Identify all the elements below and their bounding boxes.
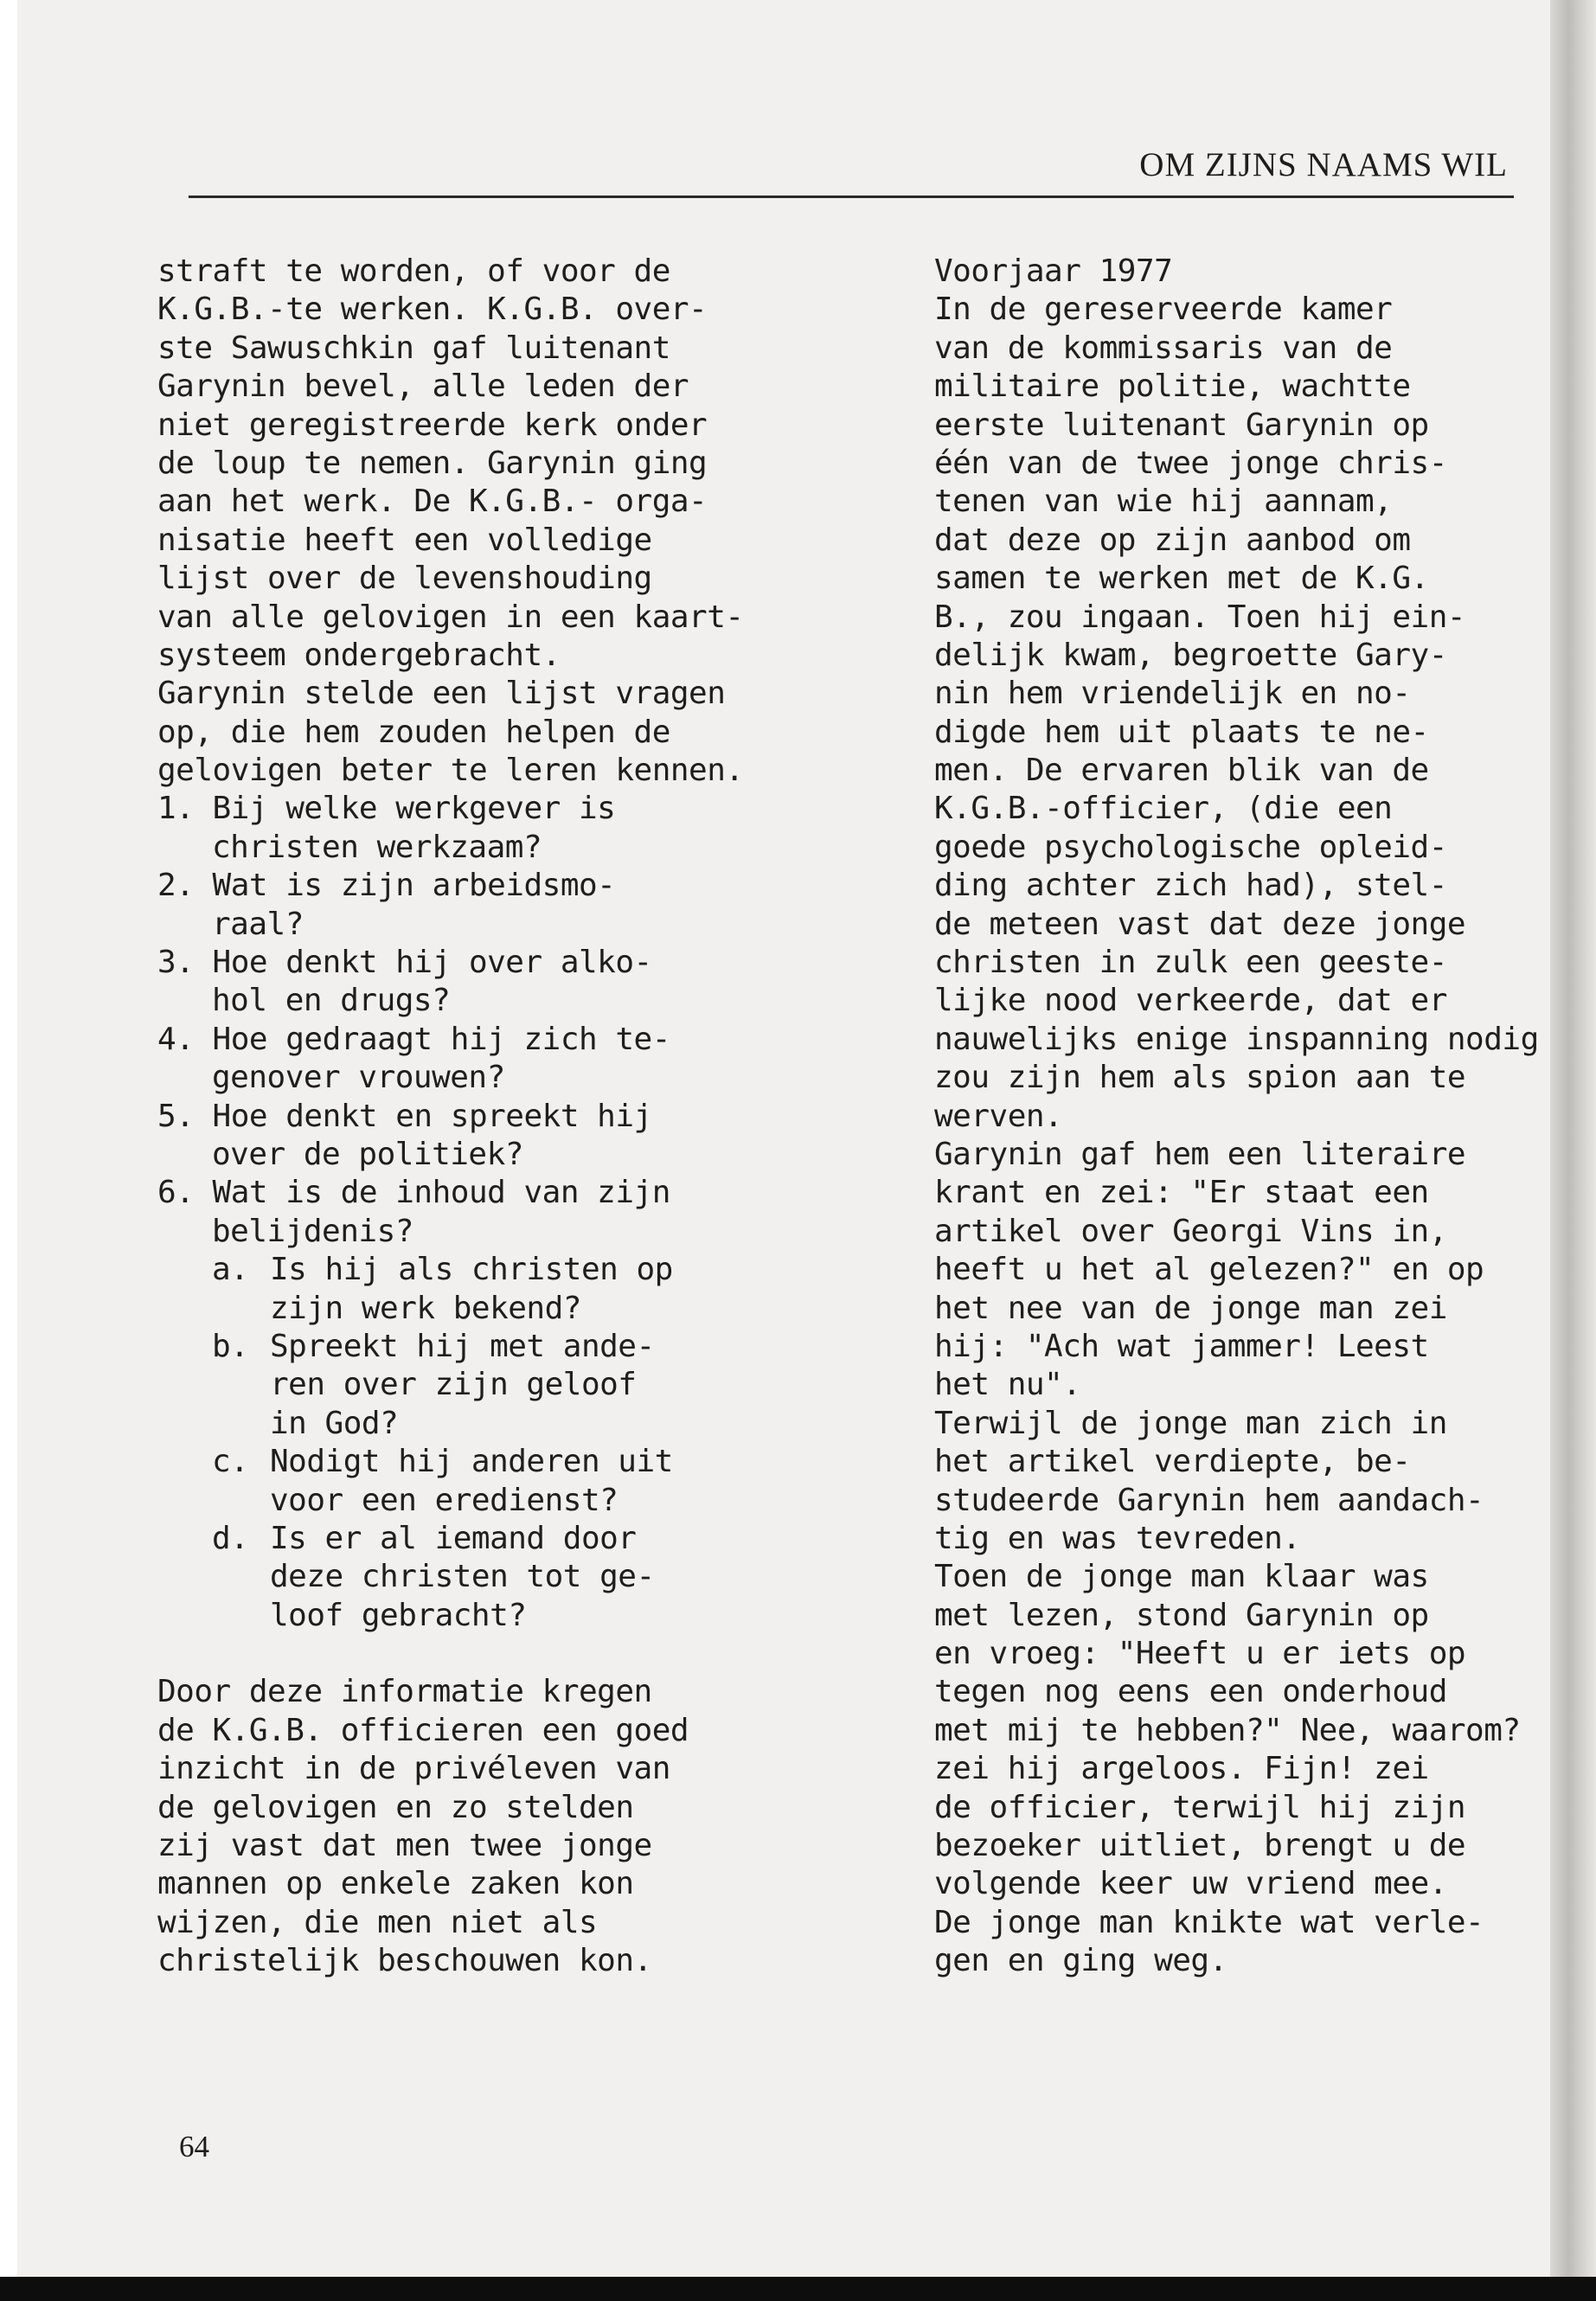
text-line: zij vast dat men twee jonge xyxy=(157,1828,652,1864)
text-line: artikel over Georgi Vins in, xyxy=(934,1213,1447,1249)
text-line: krant en zei: "Er staat een xyxy=(934,1175,1429,1211)
question-line: 2. Wat is zijn arbeidsmo- xyxy=(157,868,616,904)
text-line: militaire politie, wachtte xyxy=(934,369,1411,405)
text-line: tenen van wie hij aannam, xyxy=(934,484,1393,520)
text-line: B., zou ingaan. Toen hij ein- xyxy=(934,599,1466,635)
text-line: systeem ondergebracht. xyxy=(157,637,561,673)
question-line: 1. Bij welke werkgever is xyxy=(157,791,616,827)
text-line: één van de twee jonge chris- xyxy=(934,445,1447,481)
text-line: K.G.B.-te werken. K.G.B. over- xyxy=(157,292,708,328)
text-line: met mij te hebben?" Nee, waarom? xyxy=(934,1712,1521,1748)
question-line: 4. Hoe gedraagt hij zich te- xyxy=(157,1021,670,1057)
text-line: Voorjaar 1977 xyxy=(934,253,1173,289)
text-line: Toen de jonge man klaar was xyxy=(934,1559,1429,1595)
text-line: de meteen vast dat deze jonge xyxy=(934,906,1466,942)
text-line: De jonge man knikte wat verle- xyxy=(934,1904,1484,1940)
sub-question-line: in God? xyxy=(270,1405,399,1441)
sub-question-line: ren over zijn geloof xyxy=(270,1367,637,1403)
text-line: K.G.B.-officier, (die een xyxy=(934,791,1393,827)
sub-question-text: Is hij als christen op xyxy=(270,1252,673,1288)
text-line: dat deze op zijn aanbod om xyxy=(934,522,1411,558)
question-line: christen werkzaam? xyxy=(212,829,542,865)
sub-question-list xyxy=(157,1251,780,1635)
text-line: aan het werk. De K.G.B.- orga- xyxy=(157,484,708,520)
text-line: delijk kwam, begroette Gary- xyxy=(934,637,1447,673)
question-list xyxy=(157,790,780,1251)
text-line: het nu". xyxy=(934,1367,1081,1403)
page-number: 64 xyxy=(179,2130,209,2163)
sub-question-marker: b. xyxy=(212,1328,249,1364)
sub-question-line: deze christen tot ge- xyxy=(270,1559,655,1595)
sub-question-text: Spreekt hij met ande- xyxy=(270,1328,655,1364)
text-line: zei hij argeloos. Fijn! zei xyxy=(934,1751,1429,1787)
question-line: genover vrouwen? xyxy=(212,1060,505,1096)
text-line: eerste luitenant Garynin op xyxy=(934,407,1429,443)
text-line: tegen nog eens een onderhoud xyxy=(934,1674,1447,1710)
text-line: straft te worden, of voor de xyxy=(157,253,670,289)
text-line: lijst over de levenshouding xyxy=(157,561,652,597)
text-line: van de kommissaris van de xyxy=(934,330,1393,366)
question-line: raal? xyxy=(212,906,304,942)
text-line: inzicht in de privéleven van xyxy=(157,1751,670,1787)
text-line: heeft u het al gelezen?" en op xyxy=(934,1252,1484,1288)
sub-question-line xyxy=(157,1251,780,1289)
sub-question-line: voor een eredienst? xyxy=(270,1482,619,1518)
left-paragraph-1 xyxy=(157,253,780,790)
question-line: 3. Hoe denkt hij over alko- xyxy=(157,945,652,981)
text-line: het artikel verdiepte, be- xyxy=(934,1444,1411,1480)
sub-question-line: loof gebracht? xyxy=(270,1597,527,1633)
text-line: Door deze informatie kregen xyxy=(157,1674,652,1710)
sub-question-marker: c. xyxy=(212,1444,249,1480)
header-rule xyxy=(189,195,1514,198)
text-line: studeerde Garynin hem aandach- xyxy=(934,1482,1484,1518)
text-line: werven. xyxy=(934,1098,1063,1134)
text-line: nin hem vriendelijk en no- xyxy=(934,676,1411,712)
question-line: hol en drugs? xyxy=(212,983,451,1019)
sub-question-text: Nodigt hij anderen uit xyxy=(270,1444,673,1480)
right-column xyxy=(934,253,1557,1981)
running-header: OM ZIJNS NAAMS WIL xyxy=(1139,146,1508,183)
text-line: men. De ervaren blik van de xyxy=(934,753,1429,789)
text-line: en vroeg: "Heeft u er iets op xyxy=(934,1636,1466,1672)
text-line: tig en was tevreden. xyxy=(934,1520,1301,1556)
sub-question-line xyxy=(157,1443,780,1481)
text-line: bezoeker uitliet, brengt u de xyxy=(934,1828,1466,1864)
sub-question-marker: a. xyxy=(212,1252,249,1288)
text-line: ding achter zich had), stel- xyxy=(934,868,1447,904)
text-line: van alle gelovigen in een kaart- xyxy=(157,599,744,635)
text-line: de gelovigen en zo stelden xyxy=(157,1789,634,1825)
text-line: de loup te nemen. Garynin ging xyxy=(157,445,708,481)
text-line: Garynin gaf hem een literaire xyxy=(934,1136,1466,1172)
text-line: wijzen, die men niet als xyxy=(157,1904,598,1940)
scanner-border xyxy=(0,2277,1596,2301)
paragraph-gap xyxy=(157,1635,780,1673)
left-paragraph-2 xyxy=(157,1673,780,1980)
text-line: In de gereserveerde kamer xyxy=(934,292,1393,328)
text-line: de K.G.B. officieren een goed xyxy=(157,1712,689,1748)
text-line: nauwelijks enige inspanning nodig xyxy=(934,1021,1539,1057)
text-line: gen en ging weg. xyxy=(934,1943,1227,1979)
text-line: digde hem uit plaats te ne- xyxy=(934,714,1429,750)
text-line: zou zijn hem als spion aan te xyxy=(934,1060,1466,1096)
text-line: hij: "Ach wat jammer! Leest xyxy=(934,1328,1429,1364)
text-line: Terwijl de jonge man zich in xyxy=(934,1405,1447,1441)
question-line: 6. Wat is de inhoud van zijn xyxy=(157,1175,670,1211)
text-line: christelijk beschouwen kon. xyxy=(157,1943,652,1979)
text-line: volgende keer uw vriend mee. xyxy=(934,1866,1447,1902)
question-line: belijdenis? xyxy=(212,1213,413,1249)
sub-question-line: zijn werk bekend? xyxy=(270,1290,581,1326)
question-line: 5. Hoe denkt en spreekt hij xyxy=(157,1098,652,1134)
text-line: goede psychologische opleid- xyxy=(934,829,1447,865)
text-line: de officier, terwijl hij zijn xyxy=(934,1789,1466,1825)
text-line: ste Sawuschkin gaf luitenant xyxy=(157,330,670,366)
sub-question-marker: d. xyxy=(212,1520,249,1556)
text-line: lijke nood verkeerde, dat er xyxy=(934,983,1447,1019)
sub-question-line xyxy=(157,1328,780,1366)
text-line: op, die hem zouden helpen de xyxy=(157,714,670,750)
text-line: niet geregistreerde kerk onder xyxy=(157,407,708,443)
text-line: christen in zulk een geeste- xyxy=(934,945,1447,981)
question-line: over de politiek? xyxy=(212,1136,523,1172)
sub-question-text: Is er al iemand door xyxy=(270,1520,637,1556)
text-line: het nee van de jonge man zei xyxy=(934,1290,1447,1326)
left-column xyxy=(157,253,780,1981)
text-line: met lezen, stond Garynin op xyxy=(934,1597,1429,1633)
text-line: Garynin stelde een lijst vragen xyxy=(157,676,726,712)
text-line: mannen op enkele zaken kon xyxy=(157,1866,634,1902)
text-line: nisatie heeft een volledige xyxy=(157,522,652,558)
text-line: samen te werken met de K.G. xyxy=(934,561,1429,597)
sub-question-line xyxy=(157,1520,780,1558)
text-line: gelovigen beter te leren kennen. xyxy=(157,753,744,789)
text-line: Garynin bevel, alle leden der xyxy=(157,369,689,405)
